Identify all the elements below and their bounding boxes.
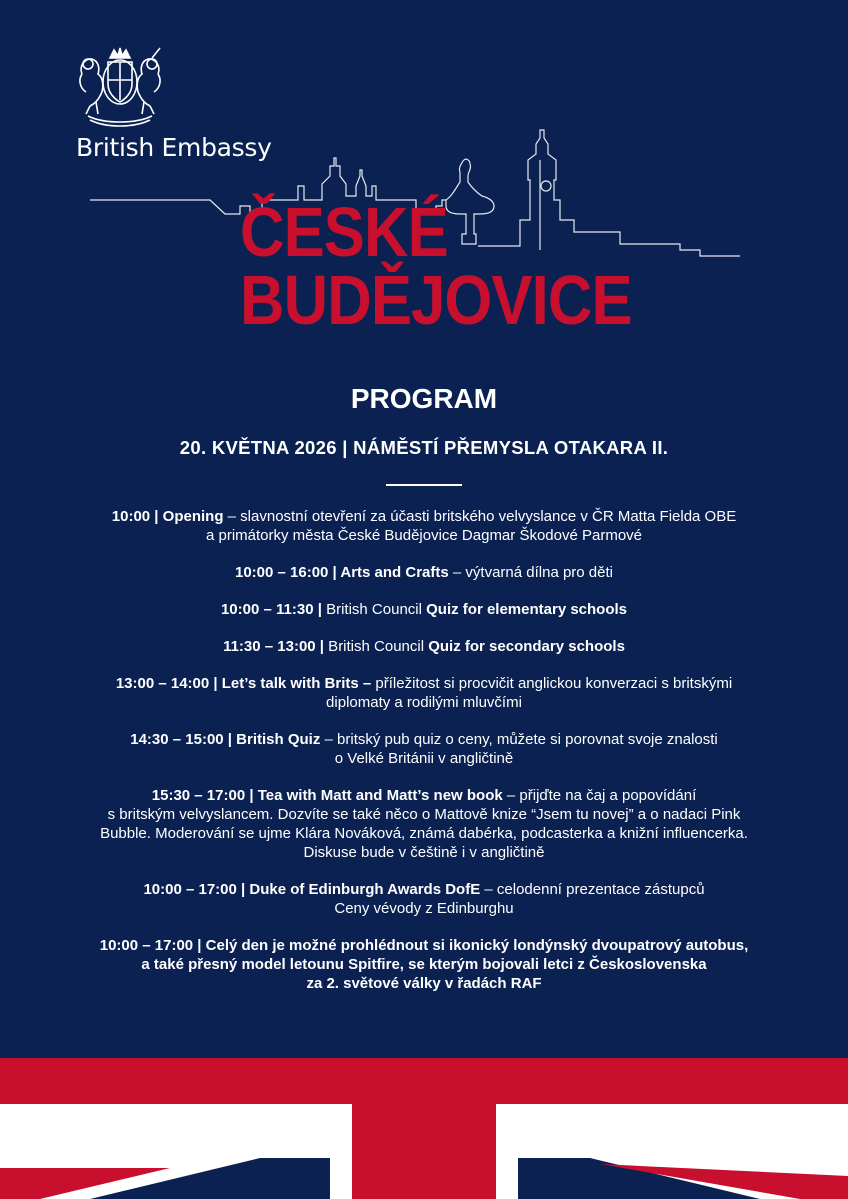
schedule-item-time: 10:00 – 17:00 | Celý den je možné prohlédnout si ikonický londýnský dvoupatrový autobus, a také přesný model letounu Spitfire, se kterým bojovali letci z Československa za 2. světové války v řadách RAF: [99, 937, 749, 992]
schedule-item: [60, 563, 788, 582]
schedule-item: [60, 600, 788, 619]
schedule-item: [60, 730, 788, 768]
schedule-item-time: 13:00 – 14:00 | Let’s talk with Brits –: [115, 675, 372, 692]
schedule-item-text: – britský pub quiz o ceny, můžete si porovnat svoje znalosti o Velké Británii v angličtině: [324, 731, 718, 767]
schedule-item-time: 10:00 – 17:00 | Duke of Edinburgh Awards DofE: [143, 881, 481, 898]
schedule-item-text: – výtvarná dílna pro děti: [448, 564, 613, 581]
schedule-item-time: 10:00 – 16:00 | Arts and Crafts: [234, 564, 449, 581]
schedule-item-title: Quiz for elementary schools: [426, 601, 628, 618]
schedule-item: [60, 786, 788, 862]
schedule-item-text: – přijďte na čaj a popovídání s britským velvyslancem. Dozvíte se také něco o Mattově knize “Jsem tu novej” a o nadaci Pink Bubble. Moderování se ujme Klára Nováková, známá dabérka, podcasterka a knižní influencerka. Diskuse bude v češtině i v angličtině: [100, 787, 748, 861]
union-flag-banner: [0, 1058, 848, 1199]
schedule-item-time: 10:00 – 11:30 |: [220, 601, 322, 618]
schedule-item-text: British Council: [324, 638, 429, 655]
city-title-line1: ČESKÉ: [240, 193, 448, 271]
organisation-name: British Embassy: [76, 133, 272, 162]
royal-coat-of-arms-icon: [68, 44, 172, 128]
schedule-item-time: 10:00 | Opening: [111, 508, 224, 525]
schedule-item-text: – celodenní prezentace zástupců Ceny vévody z Edinburghu: [334, 881, 705, 917]
schedule-item: [60, 674, 788, 712]
divider: [386, 484, 462, 486]
schedule-item-time: 11:30 – 13:00 |: [223, 638, 325, 655]
schedule-item-text: British Council: [321, 601, 427, 618]
schedule-item: [60, 507, 788, 545]
city-title-line2: BUDĚJOVICE: [240, 261, 632, 339]
schedule-item: [60, 936, 788, 993]
schedule-item-time: 14:30 – 15:00 | British Quiz: [130, 731, 321, 748]
schedule-item-text: – slavnostní otevření za účasti britského velvyslance v ČR Matta Fielda OBE a primátorky města České Budějovice Dagmar Škodové Parmové: [205, 508, 737, 544]
schedule-item: [60, 637, 788, 656]
schedule-item: [60, 880, 788, 918]
event-date-location: 20. KVĚTNA 2026 | NÁMĚSTÍ PŘEMYSLA OTAKARA II.: [179, 437, 669, 458]
city-title: [240, 193, 632, 339]
schedule-item-time: 15:30 – 17:00 | Tea with Matt and Matt’s new book: [151, 787, 503, 804]
program-title: PROGRAM: [350, 383, 498, 414]
schedule-list: [60, 507, 788, 1011]
schedule-item-text: příležitost si procvičit anglickou konverzaci s britskými diplomaty a rodilými mluvčími: [326, 675, 733, 711]
schedule-item-title: Quiz for secondary schools: [428, 638, 625, 655]
